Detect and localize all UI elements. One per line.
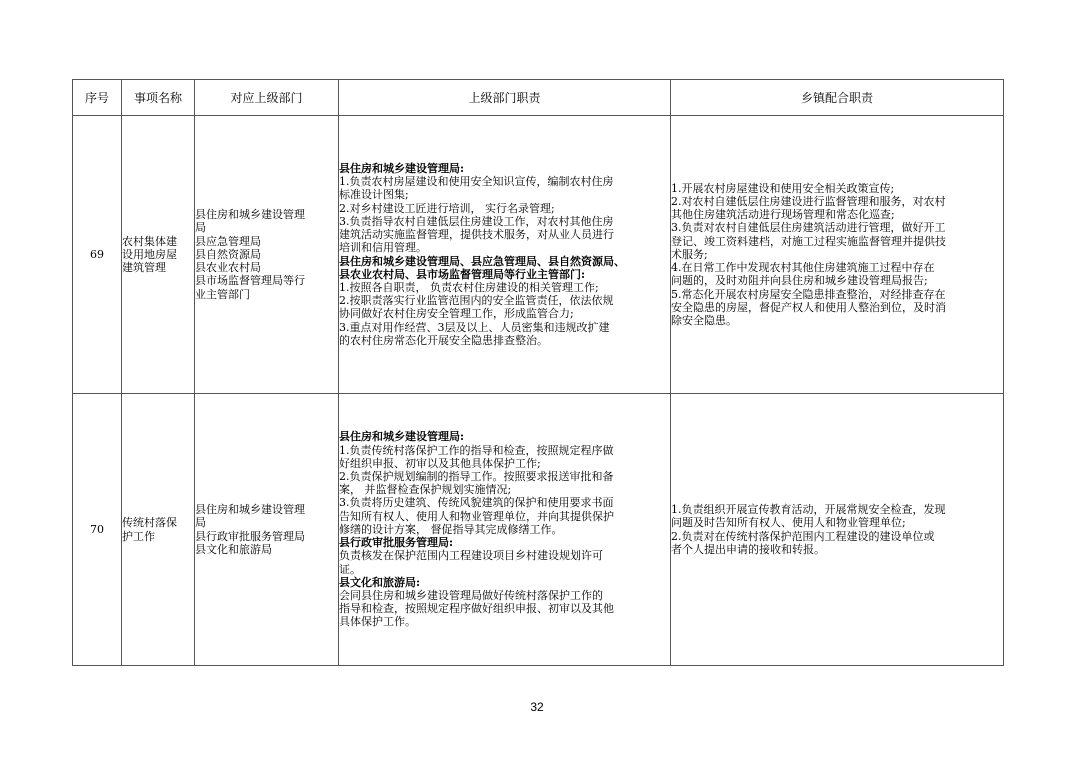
duty-line: 案， 并监督检查保护规划实施情况; xyxy=(339,483,512,497)
duty-line: 会同县住房和城乡建设管理局做好传统村落保护工作的 xyxy=(339,588,603,602)
text-line: 登记、竣工资料建档，对施工过程实施监督管理并提供技 xyxy=(671,234,946,248)
text-line: 3.负责对农村自建低层住房建筑活动进行管理，做好开工 xyxy=(671,221,946,235)
dept-heading: 县文化和旅游局: xyxy=(339,575,421,589)
text-line: 术服务; xyxy=(671,247,708,261)
text-line: 县自然资源局 xyxy=(195,247,261,261)
duty-line: 证。 xyxy=(339,562,361,576)
duty-line: 1.按照各自职责， 负责农村住房建设的相关管理工作; xyxy=(339,280,599,294)
text-line: 传统村落保 xyxy=(122,516,177,530)
duty-line: 2.按职责落实行业监管范围内的安全监管责任，依法依规 xyxy=(339,294,614,308)
duty-line: 3.负责将历史建筑、传统风貌建筑的保护和使用要求书面 xyxy=(339,496,614,510)
row-town-duties xyxy=(671,116,1004,394)
row-dept-duties xyxy=(339,394,671,666)
text-line: 问题及时告知所有权人、使用人和物业管理单位; xyxy=(671,516,906,530)
duty-line: 负责核发在保护范围内工程建设项目乡村建设规划许可 xyxy=(339,549,603,563)
row-town-duties xyxy=(671,394,1004,666)
duty-line: 告知所有权人、使用人和物业管理单位，并向其提供保护 xyxy=(339,509,614,523)
duty-line: 协同做好农村住房安全管理工作，形成监管合力; xyxy=(339,307,574,321)
text-line: 4.在日常工作中发现农村其他住房建筑施工过程中存在 xyxy=(671,261,935,275)
header-dept: 对应上级部门 xyxy=(195,80,339,116)
text-line: 县文化和旅游局 xyxy=(195,542,272,556)
text-line: 业主管部门 xyxy=(195,287,250,301)
text-line: 者个人提出申请的接收和转报。 xyxy=(671,542,825,556)
text-line: 县住房和城乡建设管理 xyxy=(195,208,305,222)
duty-line: 2.对乡村建设工匠进行培训， 实行名录管理; xyxy=(339,201,555,215)
header-seq: 序号 xyxy=(73,80,122,116)
text-line: 除安全隐患。 xyxy=(671,313,737,327)
duty-line: 3.负责指导农村自建低层住房建设工作，对农村其他住房 xyxy=(339,214,614,228)
header-town-duty: 乡镇配合职责 xyxy=(671,80,1004,116)
text-line: 设用地房屋 xyxy=(122,247,177,261)
dept-heading: 县住房和城乡建设管理局: xyxy=(339,430,465,444)
row-depts xyxy=(195,116,339,394)
duty-line: 具体保护工作。 xyxy=(339,615,416,629)
row-item-name xyxy=(122,394,195,666)
text-line: 农村集体建 xyxy=(122,234,177,248)
text-line: 2.对农村自建低层住房建设进行监督管理和服务，对农村 xyxy=(671,195,946,209)
text-line: 护工作 xyxy=(122,529,155,543)
duty-line: 1.负责农村房屋建设和使用安全知识宣传，编制农村住房 xyxy=(339,175,614,189)
duty-line: 培训和信用管理。 xyxy=(339,241,427,255)
table-row xyxy=(73,116,1004,394)
duty-line: 标准设计图集; xyxy=(339,188,409,202)
text-line: 局 xyxy=(195,221,206,235)
duty-line: 修缮的设计方案， 督促指导其完成修缮工作。 xyxy=(339,522,563,536)
table-row xyxy=(73,394,1004,666)
page-number: 32 xyxy=(530,700,544,714)
duty-line: 好组织申报、初审以及其他具体保护工作; xyxy=(339,456,541,470)
text-line: 其他住房建筑活动进行现场管理和常态化巡查; xyxy=(671,208,895,222)
duty-line: 2.负责保护规划编制的指导工作。按照要求报送审批和备 xyxy=(339,470,614,484)
duty-line: 3.重点对用作经营、3层及以上、人员密集和违规改扩建 xyxy=(339,320,610,334)
row-seq: 69 xyxy=(73,116,122,394)
responsibility-table xyxy=(72,79,1004,666)
duty-line: 的农村住房常态化开展安全隐患排查整治。 xyxy=(339,333,548,347)
row-item-name xyxy=(122,116,195,394)
text-line: 县行政审批服务管理局 xyxy=(195,529,305,543)
dept-heading: 县住房和城乡建设管理局: xyxy=(339,162,465,176)
row-depts xyxy=(195,394,339,666)
text-line: 局 xyxy=(195,516,206,530)
text-line: 建筑管理 xyxy=(122,261,166,275)
text-line: 安全隐患的房屋，督促产权人和使用人整治到位，及时消 xyxy=(671,300,946,314)
table-header-row xyxy=(73,80,1004,116)
text-line: 县住房和城乡建设管理 xyxy=(195,503,305,517)
dept-heading: 县农业农村局、县市场监督管理局等行业主管部门: xyxy=(339,267,586,281)
text-line: 2.负责对在传统村落保护范围内工程建设的建设单位或 xyxy=(671,529,935,543)
text-line: 1.负责组织开展宣传教育活动，开展常规安全检查，发现 xyxy=(671,503,946,517)
row-dept-duties xyxy=(339,116,671,394)
duty-line: 1.负责传统村落保护工作的指导和检查，按照规定程序做 xyxy=(339,443,614,457)
row-seq: 70 xyxy=(73,394,122,666)
text-line: 1.开展农村房屋建设和使用安全相关政策宣传; xyxy=(671,181,895,195)
text-line: 县应急管理局 xyxy=(195,234,261,248)
text-line: 县农业农村局 xyxy=(195,261,261,275)
duty-line: 建筑活动实施监督管理，提供技术服务，对从业人员进行 xyxy=(339,228,614,242)
header-dept-duty: 上级部门职责 xyxy=(339,80,671,116)
text-line: 问题的，及时劝阻并向县住房和城乡建设管理局报告; xyxy=(671,274,928,288)
dept-heading: 县行政审批服务管理局: xyxy=(339,536,454,550)
dept-heading: 县住房和城乡建设管理局、县应急管理局、县自然资源局、 xyxy=(339,254,625,268)
text-line: 5.常态化开展农村房屋安全隐患排查整治，对经排查存在 xyxy=(671,287,946,301)
text-line: 县市场监督管理局等行 xyxy=(195,274,305,288)
header-item-name: 事项名称 xyxy=(122,80,195,116)
duty-line: 指导和检查，按照规定程序做好组织申报、初审以及其他 xyxy=(339,602,614,616)
